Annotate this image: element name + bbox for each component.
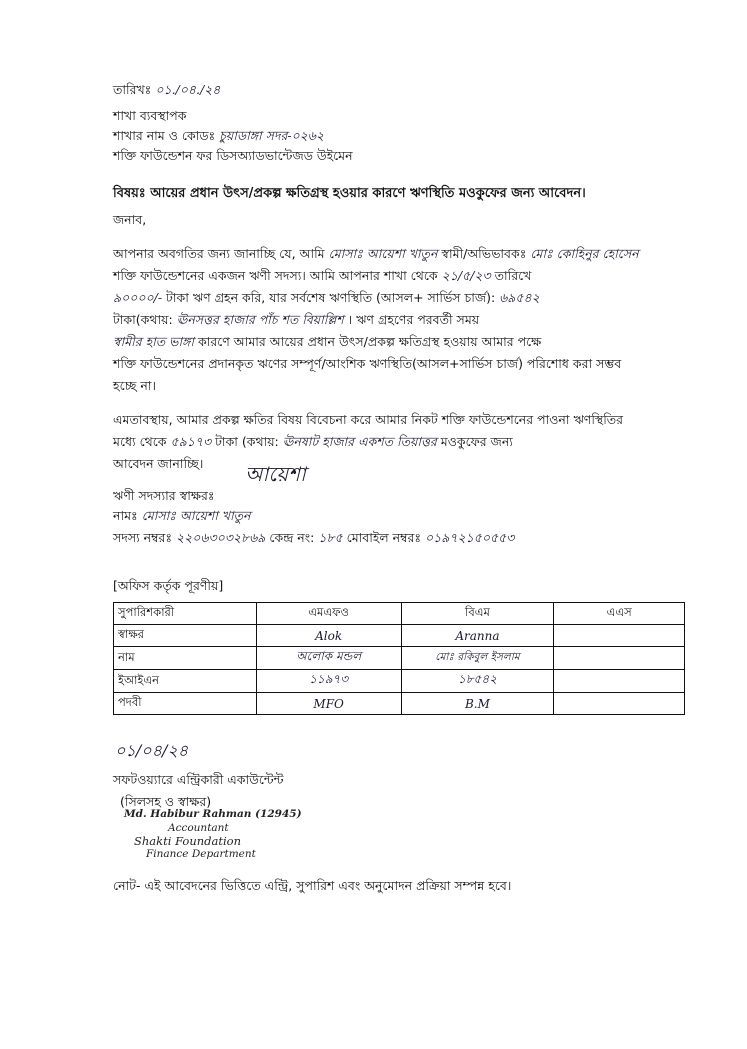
- accountant-role: সফটওয়্যারে এন্ট্রিকারী একাউন্টেন্ট: [113, 772, 284, 787]
- body1-text: আপনার অবগতির জন্য জানাচ্ছি যে, আমি: [113, 246, 325, 261]
- stamp-name: Md. Habibur Rahman (12945): [124, 808, 302, 820]
- org-name: শক্তি ফাউন্ডেশন ফর ডিসঅ্যাডভান্টেজড উইমেন: [113, 148, 353, 163]
- subject-line: বিষয়ঃ আয়ের প্রধান উৎস/প্রকল্প ক্ষতিগ্রস্থ হওয়ার কারণে ঋণস্থিতি মওকুফের জন্য আবেদন।: [113, 186, 586, 201]
- body1-line6: শক্তি ফাউন্ডেশনের প্রদানকৃত ঋণের সম্পূর্ণ/আংশিক ঋণস্থিতি(আসল+সার্ভিস চার্জ) পরিশোধ করা সম্ভব: [113, 356, 622, 371]
- bm-signature: Aranna: [401, 625, 554, 647]
- branch-label: শাখার নাম ও কোডঃ: [113, 128, 216, 143]
- mfo-name: অলোক মন্ডল: [256, 647, 401, 670]
- body1-text: স্বামী/অভিভাবকঃ: [441, 246, 527, 261]
- waive-amount: ৫৯১৭৩: [170, 434, 212, 449]
- as-cell: [554, 693, 685, 715]
- loss-reason: স্বামীর হাত ভাঙ্গা: [113, 334, 194, 349]
- date-label: তারিখঃ: [113, 82, 152, 97]
- accountant-signature: ০১/০৪/২৪: [115, 741, 189, 760]
- mfo-ein: ১১৯৭৩: [256, 670, 401, 693]
- member-signature: আয়েশা: [245, 462, 306, 486]
- table-row: [114, 670, 685, 693]
- row-label: নাম: [114, 647, 257, 670]
- member-sign-label: ঋণী সদস্যার স্বাক্ষরঃ: [113, 488, 215, 503]
- body2-text: মওকুফের জন্য: [440, 434, 513, 449]
- table-row: [114, 693, 685, 715]
- as-cell: [554, 670, 685, 693]
- body2-text: মধ্যে থেকে: [113, 434, 167, 449]
- member-name-line: [113, 508, 250, 528]
- bm-designation: B.M: [401, 693, 554, 715]
- mobile-value: ০১৯৭২১৫০৫৫৩: [425, 530, 515, 545]
- date-value: ০১./০৪./২৪: [155, 82, 221, 97]
- body2-line3: আবেদন জানাচ্ছি।: [113, 456, 204, 471]
- footer-note: নোট- এই আবেদনের ভিত্তিতে এন্ট্রি, সুপারিশ এবং অনুমোদন প্রক্রিয়া সম্পন্ন হবে।: [113, 878, 512, 893]
- stamp-title: Accountant: [168, 822, 229, 834]
- salutation: জনাব,: [113, 212, 147, 227]
- as-cell: [554, 625, 685, 647]
- bm-ein: ১৮৫৪২: [401, 670, 554, 693]
- body1-text: টাকা ঋণ গ্রহন করি, যার সর্বশেষ ঋণস্থিতি (আসল+ সার্ভিস চার্জ):: [166, 290, 496, 305]
- branch-value: চুয়াডাঙ্গা সদর-০২৬২: [219, 128, 325, 143]
- stamp-dept: Finance Department: [146, 848, 256, 860]
- center-value: ১৮৫: [318, 530, 343, 545]
- body1-text: টাকা(কথায়:: [113, 312, 173, 327]
- branch-line: [113, 128, 324, 148]
- applicant-name: মোসাঃ আয়েশা খাতুন: [328, 246, 438, 261]
- as-cell: [554, 647, 685, 670]
- recommendation-table: [113, 602, 685, 715]
- member-number-label: সদস্য নম্বরঃ: [113, 530, 173, 545]
- body2-line1: এমতাবস্থায়, আমার প্রকল্প ক্ষতির বিষয় বিবেচনা করে আমার নিকট শক্তি ফাউন্ডেশনের পাওনা ঋণস্থিতির: [113, 412, 624, 427]
- table-header-row: [114, 603, 685, 625]
- mfo-signature: Alok: [256, 625, 401, 647]
- row-label: স্বাক্ষর: [114, 625, 257, 647]
- waive-in-words: ঊনষাট হাজার একশত তিয়াত্তর: [282, 434, 437, 449]
- loan-date: ২১/৫/২৩: [441, 268, 491, 283]
- guardian-name: মোঃ কোহিনুর হোসেন: [530, 246, 639, 261]
- table-header: এমএফও: [256, 603, 401, 625]
- member-number-value: ২২০৬৩০৩২৮৬৯: [176, 530, 266, 545]
- center-label: কেন্দ্র নং:: [269, 530, 315, 545]
- body2-text: টাকা (কথায়:: [215, 434, 279, 449]
- table-row: [114, 625, 685, 647]
- body1-line7: হচ্ছে না।: [113, 378, 156, 393]
- seal-note: (সিলসহ ও স্বাক্ষর): [120, 794, 212, 809]
- member-number-line: [113, 530, 514, 550]
- table-header: সুপারিশকারী: [114, 603, 257, 625]
- row-label: পদবী: [114, 693, 257, 715]
- date-line: [113, 82, 220, 102]
- body1-text: শক্তি ফাউন্ডেশনের একজন ঋণী সদস্য। আমি আপনার শাখা থেকে: [113, 268, 438, 283]
- table-header: এএস: [554, 603, 685, 625]
- loan-balance: ৬৯৫৪২: [499, 290, 540, 305]
- body1-text: কারণে আমার আয়ের প্রধান উৎস/প্রকল্প ক্ষতিগ্রস্থ হওয়ায় আমার পক্ষে: [197, 334, 542, 349]
- body1-text: তারিখে: [494, 268, 532, 283]
- member-name-label: নামঃ: [113, 508, 138, 523]
- stamp-org: Shakti Foundation: [134, 834, 241, 848]
- balance-in-words: ঊনসত্তর হাজার পাঁচ শত বিয়াল্লিশ: [176, 312, 344, 327]
- table-row: [114, 647, 685, 670]
- row-label: ইআইএন: [114, 670, 257, 693]
- table-header: বিএম: [401, 603, 554, 625]
- mobile-label: মোবাইল নম্বরঃ: [346, 530, 422, 545]
- member-name-value: মোসাঃ আয়েশা খাতুন: [141, 508, 251, 523]
- loan-amount: ৯০০০০/-: [113, 290, 163, 305]
- mfo-designation: MFO: [256, 693, 401, 715]
- body1-text: । ঋণ গ্রহণের পরবর্তী সময়: [347, 312, 480, 327]
- recipient: শাখা ব্যবস্থাপক: [113, 108, 187, 123]
- office-label: [অফিস কর্তৃক পূরণীয়]: [113, 578, 224, 593]
- bm-name: মোঃ রকিবুল ইসলাম: [401, 647, 554, 670]
